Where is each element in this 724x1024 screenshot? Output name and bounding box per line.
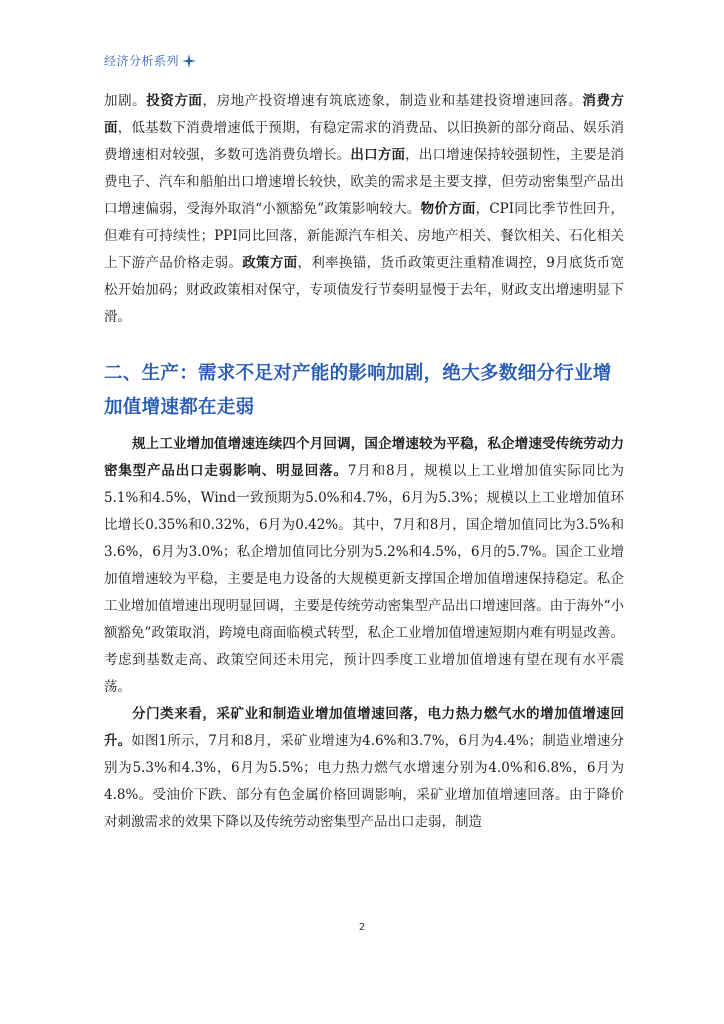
bold-text-run: 投资方面 xyxy=(146,93,203,109)
production-paragraph xyxy=(104,431,624,701)
bold-text-run: 政策方面 xyxy=(242,255,298,271)
bold-text-run: 规上工业增加值增速连续四个月回调，国企增速较为平稳，私企增速受传统劳动力密集型产品出口走弱影响、明显回落。 xyxy=(104,436,624,479)
text-run: 如图1所示，7月和8月，采矿业增速为4.6%和3.7%，6月为4.4%；制造业增速分别为5.3%和4.3%，6月为5.5%；电力热力燃气水增速分别为4.0%和6.8%，6月为4.8%。受油价下跌、部分有色金属价格回调影响，采矿业增加值增速回落。由于降价对刺激需求的效果下降以及传统劳动密集型产品出口走弱，制造 xyxy=(104,733,625,830)
bold-text-run: 出口方面 xyxy=(350,147,406,163)
bold-text-run: 消费方面 xyxy=(104,93,625,136)
bold-text-run: 物价方面 xyxy=(420,201,476,217)
text-run: ，出口增速保持较强韧性，主要是消费电子、汽车和船舶出口增速增长较快，欧美的需求是主要支撑，但劳动密集型产品出口增速偏弱，受海外取消“小额豁免”政策影响较大。 xyxy=(104,147,625,217)
bold-text-run: 分门类来看，采矿业和制造业增加值增速回落，电力热力燃气水的增加值增速回升。 xyxy=(104,706,624,749)
text-run: 7月和8月，规模以上工业增加值实际同比为5.1%和4.5%，Wind一致预期为5.0%和4.7%，6月为5.3%；规模以上工业增加值环比增长0.35%和0.32%，6月为0.42%。其中，7月和8月，国企增加值同比为3.5%和3.6%，6月为3.0%；私企增加值同比分别为5.2%和4.5%，6月的5.7%。国企工业增加值增速较为平稳，主要是电力设备的大规模更新支撑国企增加值增速保持稳定。私企工业增加值增速出现明显回调，主要是传统劳动密集型产品出口增速回落。由于海外“小额豁免”政策取消，跨境电商面临模式转型，私企工业增加值增速短期内难有明显改善。考虑到基数走高、政策空间还未用完，预计四季度工业增加值增速有望在现有水平震荡。 xyxy=(104,463,625,695)
text-run: 加剧。 xyxy=(104,93,147,109)
series-title: 经济分析系列 xyxy=(104,54,180,68)
intro-paragraph xyxy=(104,88,624,331)
four-point-star-icon xyxy=(182,54,196,68)
text-run: ，CPI同比季节性回升，但难有可持续性；PPI同比回落，新能源汽车相关、房地产相关、餐饮相关、石化相关上下游产品价格走弱。 xyxy=(104,201,624,271)
text-run: ，利率换锚，货币政策更注重精准调控，9月底货币宽松开始加码；财政政策相对保守，专项债发行节奏明显慢于去年，财政支出增速明显下滑。 xyxy=(104,255,625,325)
document-body xyxy=(104,88,624,836)
industry-category-paragraph xyxy=(104,701,624,836)
text-run: ，房地产投资增速有筑底迹象，制造业和基建投资增速回落。 xyxy=(202,93,583,109)
text-run: ，低基数下消费增速低于预期，有稳定需求的消费品、以旧换新的部分商品、娱乐消费增速相对较强，多数可选消费负增长。 xyxy=(104,120,625,163)
page-number: 2 xyxy=(358,922,366,933)
page-header xyxy=(104,52,196,69)
section-heading: 二、生产：需求不足对产能的影响加剧，绝大多数细分行业增加值增速都在走弱 xyxy=(104,363,612,418)
